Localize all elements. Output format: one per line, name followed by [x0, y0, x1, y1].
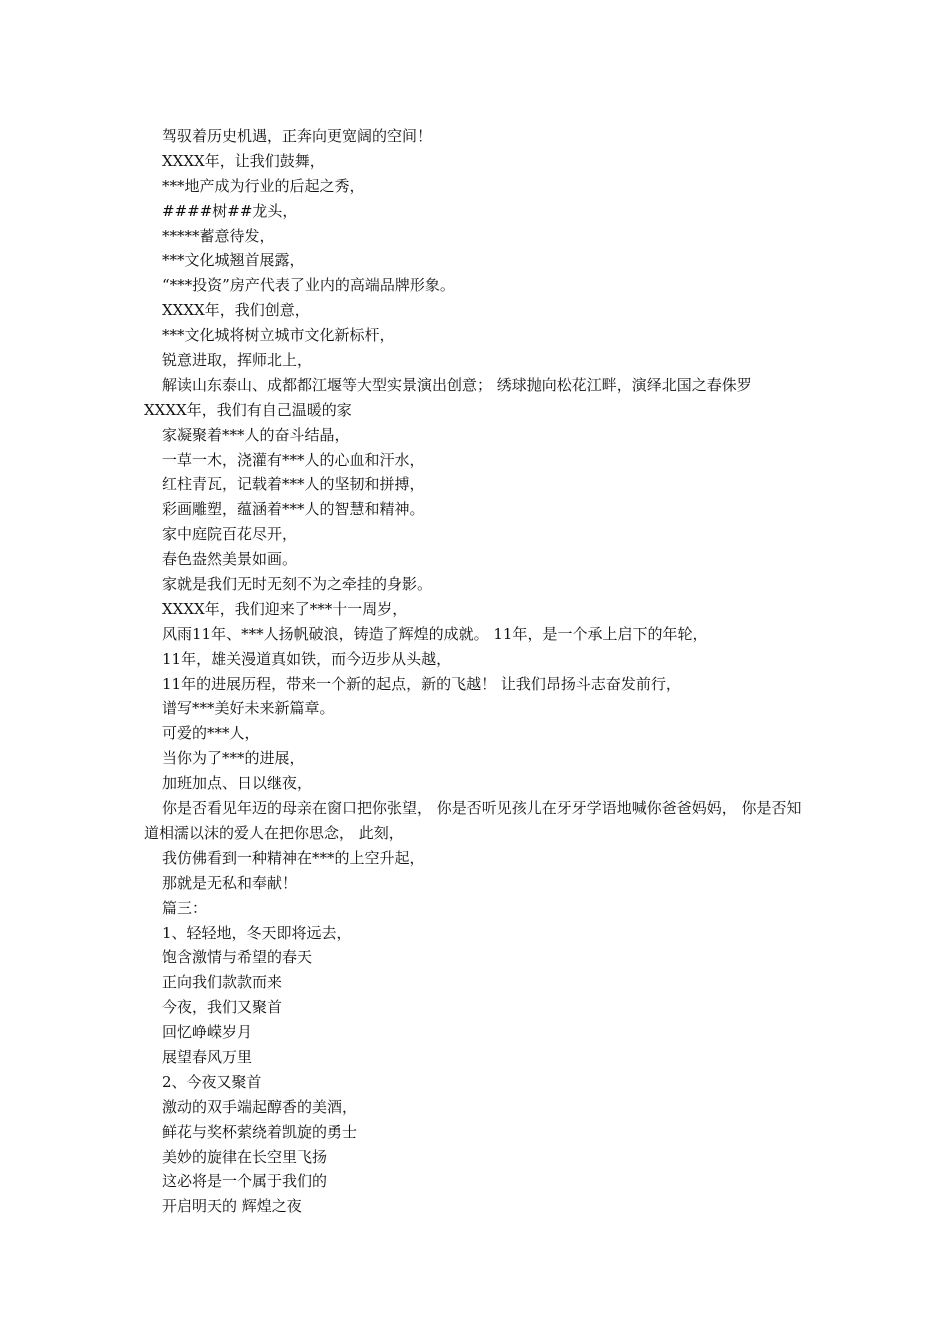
text-line: 回忆峥嵘岁月: [162, 1023, 253, 1042]
text-line: 一草一木，浇灌有***人的心血和汗水，: [162, 450, 425, 469]
document-body: [0, 124, 950, 1219]
text-line: 谱写***美好未来新篇章。: [162, 699, 335, 718]
text-line: 开启明天的 辉煌之夜: [162, 1197, 302, 1216]
text-line: XXXX年，让我们鼓舞，: [162, 151, 325, 170]
text-line: ***文化城翘首展露，: [162, 251, 305, 270]
text-line: 驾驭着历史机遇，正奔向更宽阔的空间！: [162, 127, 433, 145]
text-line: 彩画雕塑，蕴涵着***人的智慧和精神。: [162, 500, 425, 519]
text-line: 加班加点、日以继夜，: [162, 774, 313, 793]
text-line: 11年的进展历程，带来一个新的起点，新的飞越！ 让我们昂扬斗志奋发前行，: [162, 674, 681, 693]
text-line: XXXX年，我们有自己温暖的家: [144, 400, 352, 419]
text-line: 家就是我们无时无刻不为之牵挂的身影。: [162, 575, 433, 594]
text-line: 你是否看见年迈的母亲在窗口把你张望， 你是否听见孩儿在牙牙学语地喊你爸爸妈妈， 你是否知道相濡以沫的爱人在把你思念， 此刻，: [144, 799, 802, 842]
text-line: 2、今夜又聚首: [162, 1072, 262, 1091]
text-line: 正向我们款款而来: [162, 973, 283, 992]
text-line: 风雨11年、***人扬帆破浪，铸造了辉煌的成就。 11年，是一个承上启下的年轮，: [162, 624, 708, 643]
text-line: 红柱青瓦，记载着***人的坚韧和拼搏，: [162, 475, 425, 494]
text-line: *****蓄意待发，: [162, 226, 275, 245]
text-line: 解读山东泰山、成都都江堰等大型实景演出创意； 绣球抛向松花江畔，演绎北国之春侏罗: [162, 375, 752, 394]
text-line: 展望春风万里: [162, 1047, 253, 1066]
text-line: XXXX年，我们迎来了***十一周岁，: [162, 599, 408, 618]
text-line: 今夜，我们又聚首: [162, 998, 283, 1017]
text-line: ***地产成为行业的后起之秀，: [162, 176, 365, 195]
text-line: 家凝聚着***人的奋斗结晶，: [162, 425, 350, 444]
text-line: XXXX年，我们创意，: [162, 301, 310, 320]
text-line: ***文化城将树立城市文化新标杆，: [162, 326, 395, 345]
text-line: 篇三：: [162, 898, 208, 917]
text-line: 美妙的旋律在长空里飞扬: [162, 1147, 328, 1166]
text-line: 1、轻轻地，冬天即将远去，: [162, 923, 352, 942]
text-line: 家中庭院百花尽开，: [162, 525, 298, 544]
text-line: 那就是无私和奉献！: [162, 873, 298, 892]
text-line: 我仿佛看到一种精神在***的上空升起，: [162, 848, 425, 867]
text-line: 鲜花与奖杯萦绕着凯旋的勇士: [162, 1122, 358, 1141]
text-line: 饱含激情与希望的春天: [162, 948, 313, 967]
text-line: 当你为了***的进展，: [162, 749, 305, 768]
text-line: 春色盎然美景如画。: [162, 550, 298, 569]
text-line: 激动的双手端起醇香的美酒，: [162, 1097, 358, 1116]
text-line: 11年，雄关漫道真如铁，而今迈步从头越，: [162, 649, 452, 668]
text-line: “***投资”房产代表了业内的高端品牌形象。: [162, 276, 455, 295]
text-line: ####树##龙头，: [162, 201, 298, 220]
text-line: 可爱的***人，: [162, 724, 260, 743]
text-line: 这必将是一个属于我们的: [162, 1172, 328, 1191]
text-line: 锐意进取，挥师北上，: [162, 351, 313, 370]
